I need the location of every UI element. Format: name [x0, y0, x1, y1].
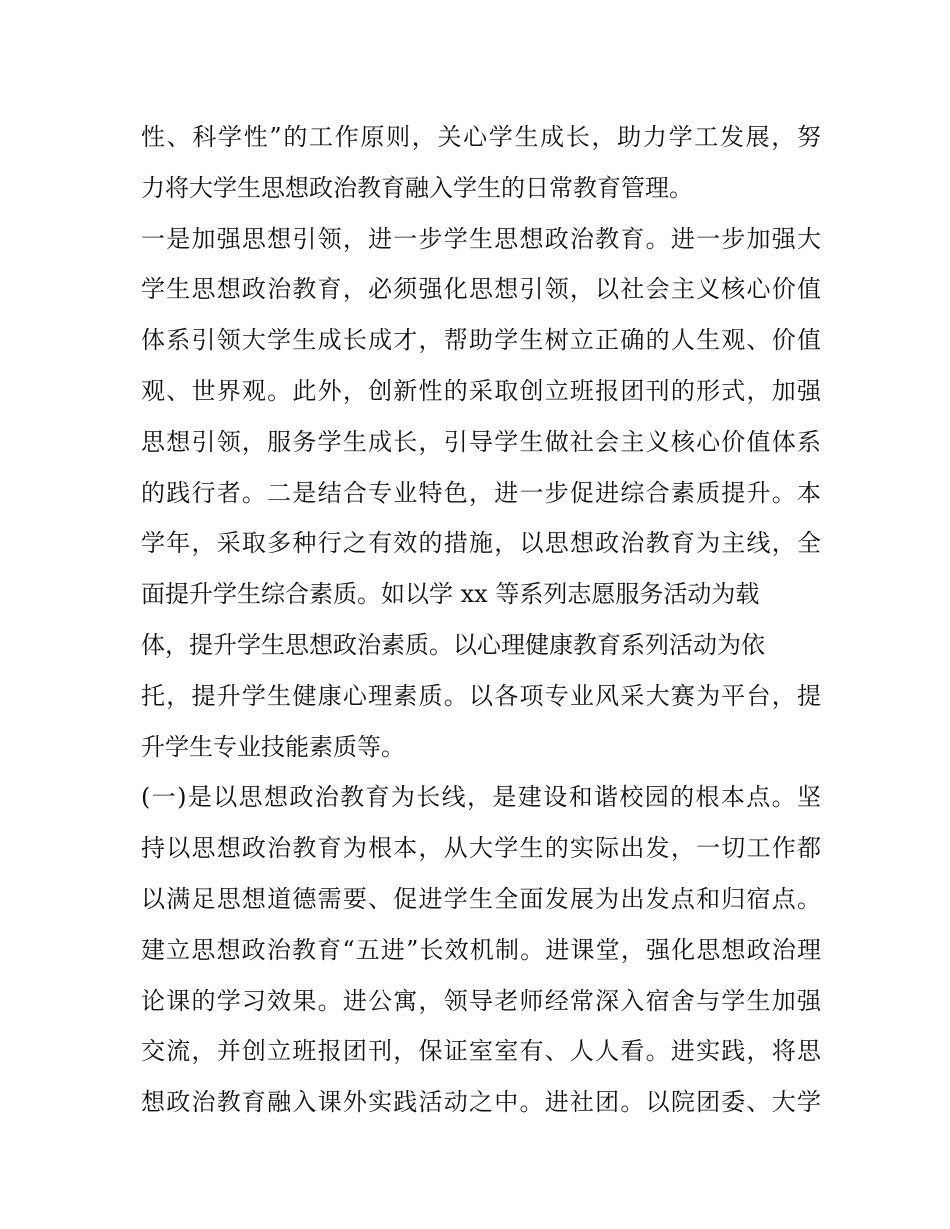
- text-line: 以满足思想道德需要、促进学生全面发展为出发点和归宿点。: [141, 884, 821, 913]
- text-line: 升学生专业技能素质等。: [141, 732, 405, 761]
- text-line: 一是加强思想引领，进一步学生思想政治教育。进一步加强大: [141, 224, 821, 253]
- text-line: 托，提升学生健康心理素质。以各项专业风采大赛为平台，提: [141, 681, 821, 710]
- text-line: 体系引领大学生成长成才，帮助学生树立正确的人生观、价值: [141, 326, 821, 355]
- text-line: 体，提升学生思想政治素质。以心理健康教育系列活动为依: [141, 630, 765, 659]
- text-line: 学年，采取多种行之有效的措施，以思想政治教育为主线，全: [141, 529, 821, 558]
- text-line: 的践行者。二是结合专业特色，进一步促进综合素质提升。本: [141, 478, 821, 507]
- text-line: 建立思想政治教育“五进”长效机制。进课堂，强化思想政治理: [141, 935, 821, 964]
- text-line: 持以思想政治教育为根本，从大学生的实际出发，一切工作都: [141, 834, 821, 863]
- text-line: 力将大学生思想政治教育融入学生的日常教育管理。: [141, 173, 693, 202]
- document-body: [141, 112, 821, 1128]
- text-line: 学生思想政治教育，必须强化思想引领，以社会主义核心价值: [141, 275, 821, 304]
- text-line: 面提升学生综合素质。如以学 xx 等系列志愿服务活动为载: [141, 580, 760, 609]
- text-line: 观、世界观。此外，创新性的采取创立班报团刊的形式，加强: [141, 376, 821, 405]
- text-line: 论课的学习效果。进公寓，领导老师经常深入宿舍与学生加强: [141, 986, 821, 1015]
- text-line: 想政治教育融入课外实践活动之中。进社团。以院团委、大学: [141, 1088, 821, 1117]
- text-line: 思想引领，服务学生成长，引导学生做社会主义核心价值体系: [141, 427, 821, 456]
- text-line: 交流，并创立班报团刊，保证室室有、人人看。进实践，将思: [141, 1037, 821, 1066]
- text-line: (一)是以思想政治教育为长线，是建设和谐校园的根本点。坚: [141, 783, 821, 812]
- text-line: 性、科学性”的工作原则，关心学生成长，助力学工发展，努: [141, 123, 821, 151]
